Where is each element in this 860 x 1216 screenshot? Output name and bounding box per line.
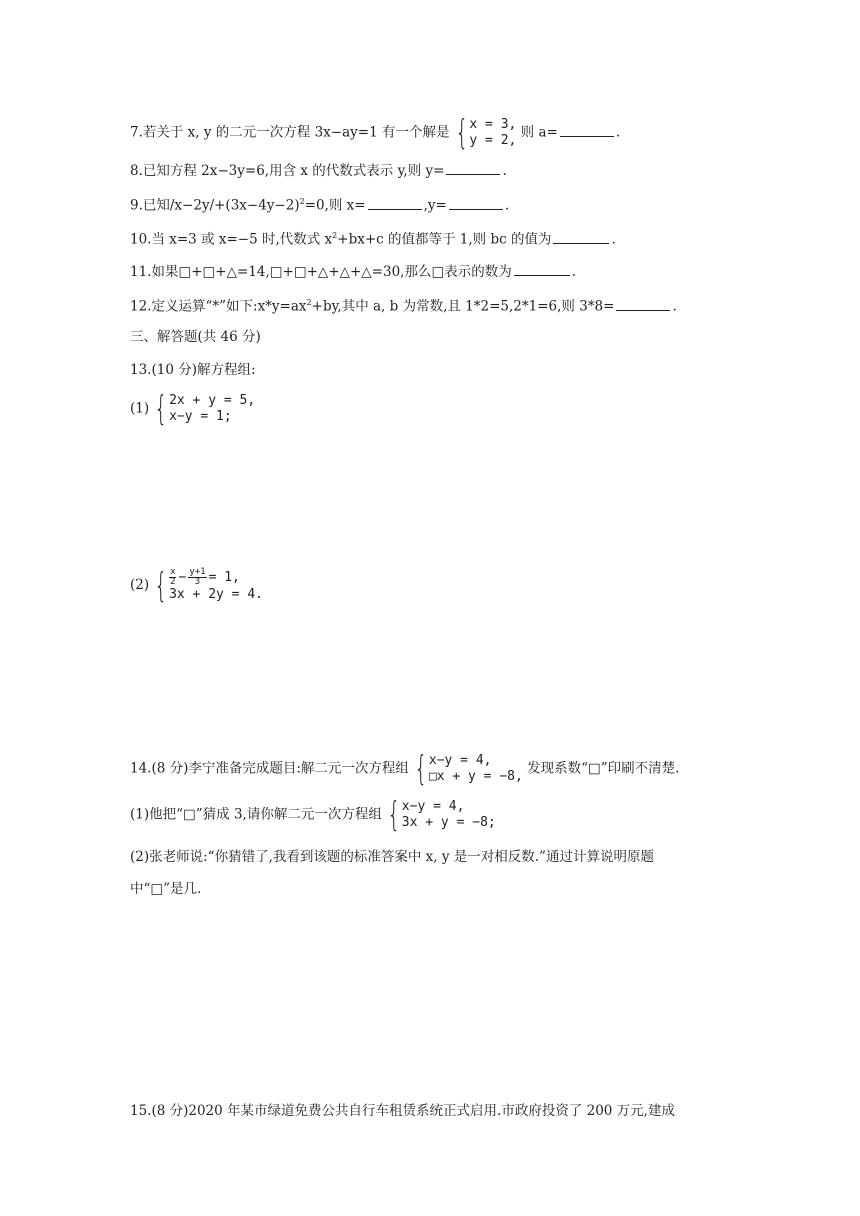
question-11 <box>130 261 576 281</box>
section-3-heading: 三、解答题(共 46 分) <box>130 329 261 345</box>
q7-suffix: 则 a= <box>520 124 558 141</box>
q8-prefix: 8.已知方程 2x−3y=6,用含 x 的代数式表示 y,则 y= <box>130 163 445 179</box>
q9-period: . <box>504 197 510 214</box>
question-14 <box>130 749 680 789</box>
left-brace-icon: { <box>154 389 168 429</box>
q14-system <box>413 749 523 789</box>
question-14-part-2-line-2: 中“□”是几. <box>130 881 202 897</box>
q14-p1-system <box>386 795 496 835</box>
question-15: 15.(8 分)2020 年某市绿道免费公共自行车租赁系统正式启用.市政府投资了 200 万元,建成 <box>130 1103 675 1119</box>
q13-p2-eq2: 3x + 2y = 4. <box>169 587 263 602</box>
q8-period: . <box>502 163 507 179</box>
question-13-part-2 <box>130 565 263 606</box>
q13-p1-eq1: 2x + y = 5, <box>169 393 256 408</box>
q11-period: . <box>571 264 577 280</box>
q7-eq2: y = 2, <box>469 133 517 148</box>
q12-mid: +by,其中 a, b 为常数,且 1*2=5,2*1=6,则 3*8= <box>311 298 615 315</box>
q9-x-blank[interactable] <box>368 195 422 210</box>
q12-answer-blank[interactable] <box>616 296 670 311</box>
q10-answer-blank[interactable] <box>553 229 609 244</box>
question-8 <box>130 160 507 180</box>
q8-answer-blank[interactable] <box>446 160 500 175</box>
minus-sign: − <box>178 569 187 585</box>
q12-period: . <box>672 298 677 315</box>
q10-mid: +bx+c 的值都等于 1,则 bc 的值为 <box>337 231 552 248</box>
q12-exponent: 2 <box>306 298 312 307</box>
q13-p2-system <box>153 565 263 606</box>
left-brace-icon: { <box>455 113 469 153</box>
q14-p1-eq1: x−y = 4, <box>401 799 465 814</box>
question-9 <box>130 193 509 215</box>
question-14-part-1 <box>130 795 496 835</box>
q10-exponent: 2 <box>332 231 338 240</box>
left-brace-icon: { <box>414 749 428 789</box>
q7-period: . <box>615 124 621 141</box>
q14-prefix: 14.(8 分)李宁准备完成题目:解二元一次方程组 <box>130 760 409 777</box>
q14-p1-eq2: 3x + y = −8; <box>401 815 496 830</box>
left-brace-icon: { <box>387 795 401 835</box>
left-brace-icon: { <box>154 565 168 606</box>
q9-y-blank[interactable] <box>449 195 503 210</box>
q9-prefix: 9.已知/x−2y/+(3x−4y−2) <box>130 197 300 214</box>
fraction-x-over-2: $\frac{x}{2}$ <box>170 567 176 587</box>
question-7 <box>130 113 621 153</box>
q13-p2-label: (2) <box>130 577 150 593</box>
q7-equation-system <box>454 113 517 153</box>
q11-prefix: 11.如果□+□+△=14,□+□+△+△+△=30,那么□表示的数为 <box>130 264 512 280</box>
q7-prefix: 7.若关于 x, y 的二元一次方程 3x−ay=1 有一个解是 <box>130 124 450 141</box>
q7-eq1: x = 3, <box>469 117 517 132</box>
q11-answer-blank[interactable] <box>514 261 570 276</box>
fraction-y-plus-1-over-3: $\frac{y+1}{3}$ <box>189 567 206 587</box>
q9-exponent: 2 <box>299 197 305 206</box>
q14-suffix: 发现系数“□”印刷不清楚. <box>527 760 680 777</box>
q14-p1-prefix: (1)他把“□”猜成 3,请你解二元一次方程组 <box>130 806 382 823</box>
q14-eq1: x−y = 4, <box>428 753 492 768</box>
question-12 <box>130 294 677 316</box>
q10-period: . <box>611 231 616 248</box>
q13-p1-eq2: x−y = 1; <box>169 409 232 424</box>
question-14-part-2-line-1: (2)张老师说:“你猜错了,我看到该题的标准答案中 x, y 是一对相反数.”通过计算说明原题 <box>130 849 654 865</box>
question-10 <box>130 227 616 249</box>
q9-mid2: ,y= <box>423 197 447 214</box>
q14-eq2: □x + y = −8, <box>428 769 523 784</box>
question-13-title: 13.(10 分)解方程组: <box>130 362 256 378</box>
q13-p1-system <box>153 389 256 429</box>
q7-answer-blank[interactable] <box>560 122 614 137</box>
question-13-part-1 <box>130 389 256 429</box>
q13-p2-rhs1: = 1, <box>208 569 240 585</box>
q12-prefix: 12.定义运算“*”如下:x*y=ax <box>130 298 307 315</box>
q9-mid: =0,则 x= <box>304 197 366 214</box>
q10-prefix: 10.当 x=3 或 x=−5 时,代数式 x <box>130 231 333 248</box>
q13-p1-label: (1) <box>130 400 150 417</box>
